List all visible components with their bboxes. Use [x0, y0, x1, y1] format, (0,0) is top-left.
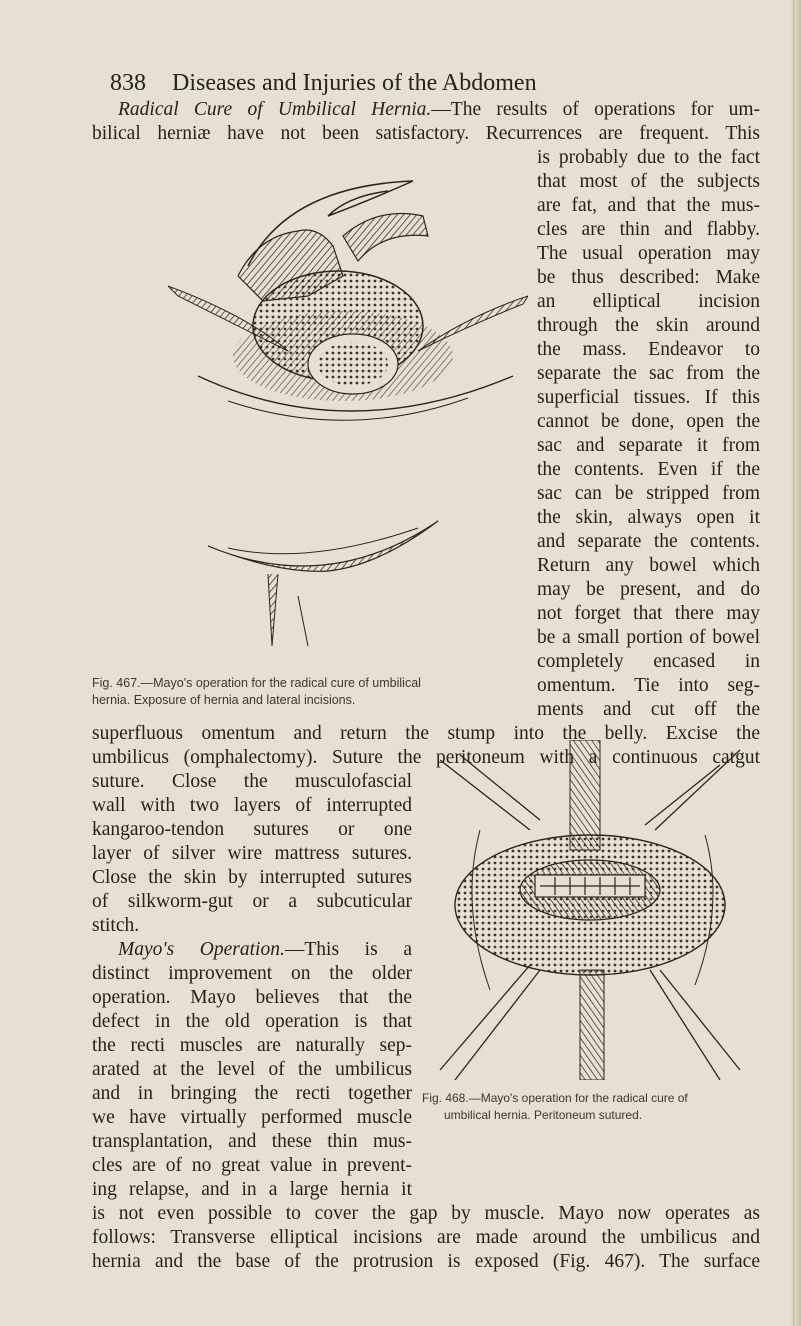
figure-467-caption — [92, 675, 421, 709]
body-line: omentum. Tie into seg- — [537, 675, 760, 696]
body-line: Radical Cure of Umbilical Hernia.—The results of operations for um- — [118, 99, 760, 120]
body-line: Mayo's Operation.—This is a — [118, 939, 412, 960]
body-line: kangaroo-tendon sutures or one — [92, 819, 412, 840]
body-line: Return any bowel which — [537, 555, 760, 576]
body-line: of silkworm-gut or a subcuticular — [92, 891, 412, 912]
body-line: are fat, and that the mus- — [537, 195, 760, 216]
body-line: distinct improvement on the older — [92, 963, 412, 984]
body-line: separate the sac from the — [537, 363, 760, 384]
body-line: an elliptical incision — [537, 291, 760, 312]
body-line: transplantation, and these thin mus- — [92, 1131, 412, 1152]
body-line: operation. Mayo believes that the — [92, 987, 412, 1008]
body-line: be a small portion of bowel — [537, 627, 760, 648]
body-line: suture. Close the musculofascial — [92, 771, 412, 792]
caption-line: hernia. Exposure of hernia and lateral incisions. — [92, 693, 356, 707]
body-line: cles are thin and flabby. — [537, 219, 760, 240]
body-line: hernia and the base of the protrusion is exposed (Fig. 467). The surface — [92, 1251, 760, 1272]
page-edge — [789, 0, 801, 1326]
body-line: and separate the contents. — [537, 531, 760, 552]
body-line: the skin, always open it — [537, 507, 760, 528]
body-line: ing relapse, and in a large hernia it — [92, 1179, 412, 1200]
body-line: Close the skin by interrupted sutures — [92, 867, 412, 888]
caption-line: umbilical hernia. Peritoneum sutured. — [444, 1108, 643, 1122]
body-line: umbilicus (omphalectomy). Suture the peritoneum with a continuous catgut — [92, 747, 760, 768]
body-line: sac can be stripped from — [537, 483, 760, 504]
body-line: sac and separate it from — [537, 435, 760, 456]
body-line: cannot be done, open the — [537, 411, 760, 432]
body-line: wall with two layers of interrupted — [92, 795, 412, 816]
body-line: arated at the level of the umbilicus — [92, 1059, 412, 1080]
figure-468-caption — [422, 1090, 688, 1124]
figure-467-illustration — [168, 176, 528, 676]
body-line: that most of the subjects — [537, 171, 760, 192]
body-line: layer of silver wire mattress sutures. — [92, 843, 412, 864]
body-line: through the skin around — [537, 315, 760, 336]
body-line: completely encased in — [537, 651, 760, 672]
body-line: the mass. Endeavor to — [537, 339, 760, 360]
body-line: stitch. — [92, 915, 140, 936]
body-line: The usual operation may — [537, 243, 760, 264]
body-line: superfluous omentum and return the stump into the belly. Excise the — [92, 723, 760, 744]
section-heading-radical-cure: Radical Cure of Umbilical Hernia. — [118, 99, 432, 120]
body-line: cles are of no great value in prevent- — [92, 1155, 412, 1176]
caption-line: Fig. 468.—Mayo's operation for the radical cure of — [422, 1091, 688, 1105]
page-number: 838 — [110, 70, 146, 96]
body-line: and in bringing the recti together — [92, 1083, 412, 1104]
body-line: not forget that there may — [537, 603, 760, 624]
body-line: superficial tissues. If this — [537, 387, 760, 408]
body-line: the contents. Even if the — [537, 459, 760, 480]
body-line: the recti muscles are naturally sep- — [92, 1035, 412, 1056]
caption-line: Fig. 467.—Mayo's operation for the radical cure of umbilical — [92, 676, 421, 690]
body-line: defect in the old operation is that — [92, 1011, 412, 1032]
body-line: follows: Transverse elliptical incisions are made around the umbilicus and — [92, 1227, 760, 1248]
body-line: bilical herniæ have not been satisfactory. Recurrences are frequent. This — [92, 123, 760, 144]
running-title: Diseases and Injuries of the Abdomen — [172, 70, 537, 96]
body-line: be thus described: Make — [537, 267, 760, 288]
figure-468-illustration — [420, 740, 760, 1080]
body-line: is not even possible to cover the gap by muscle. Mayo now operates as — [92, 1203, 760, 1224]
body-line: is probably due to the fact — [537, 147, 760, 168]
body-line: ments and cut off the — [537, 699, 760, 720]
body-line: we have virtually performed muscle — [92, 1107, 412, 1128]
page-edge-line — [793, 0, 794, 1326]
running-header — [110, 70, 730, 97]
section-heading-mayos-operation: Mayo's Operation. — [118, 939, 285, 960]
body-line: may be present, and do — [537, 579, 760, 600]
